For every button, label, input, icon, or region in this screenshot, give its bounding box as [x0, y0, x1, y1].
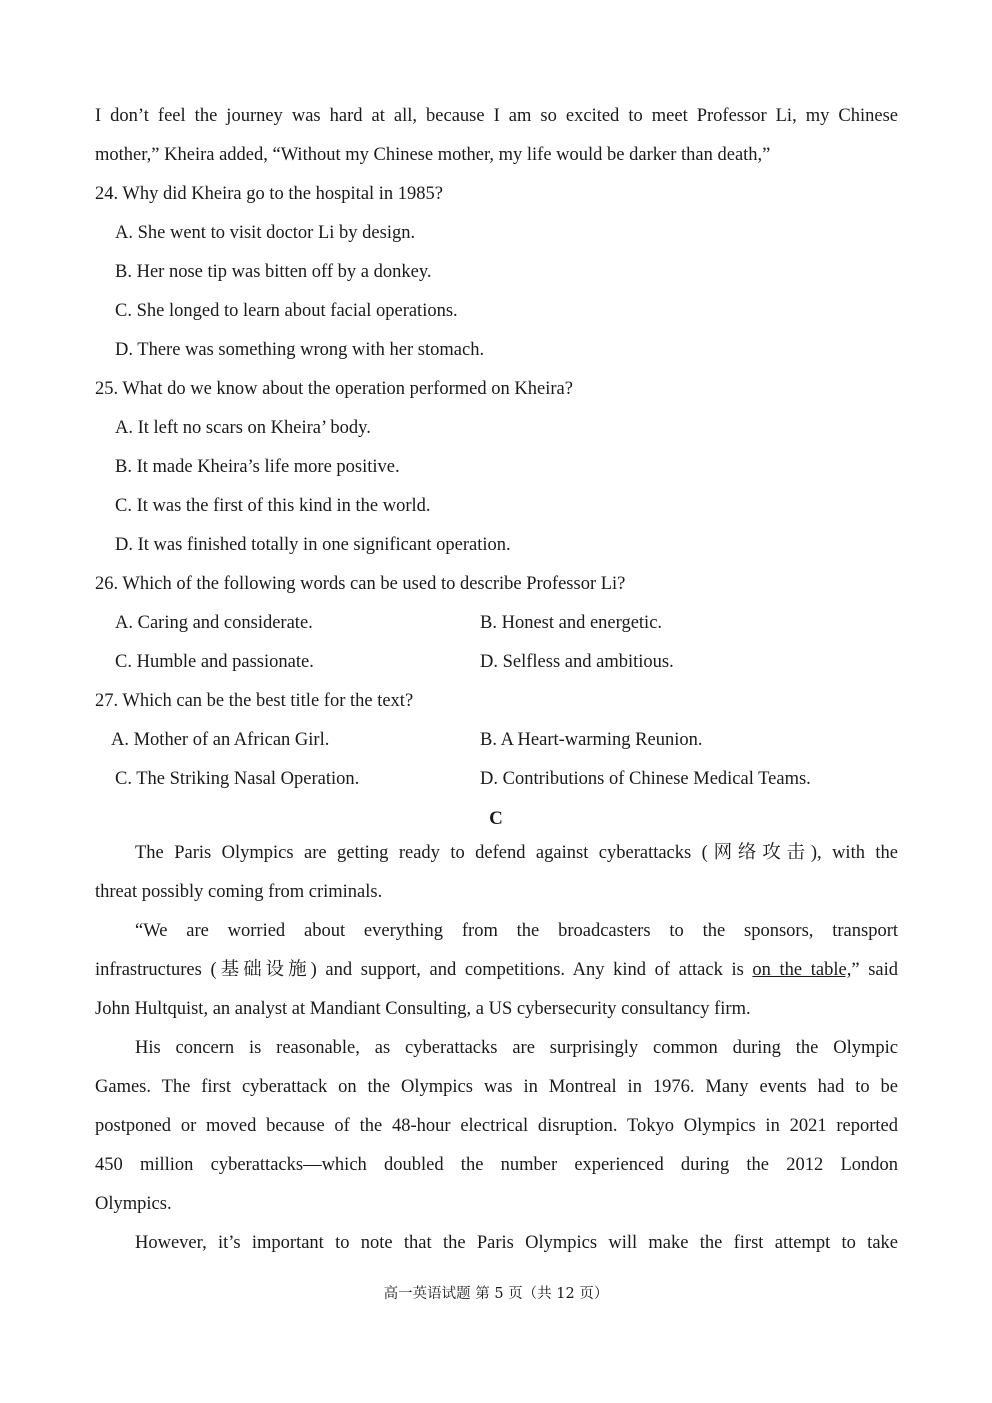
- option-25-a: A. It left no scars on Kheira’ body.: [115, 418, 371, 438]
- option-27-c: C. The Striking Nasal Operation.: [115, 769, 360, 789]
- option-24-c: C. She longed to learn about facial operations.: [115, 301, 458, 321]
- option-24-b: B. Her nose tip was bitten off by a donkey.: [115, 262, 432, 282]
- paragraph-line: The Paris Olympics are getting ready to defend against cyberattacks (网络攻击), with the: [135, 843, 898, 863]
- option-26-d: D. Selfless and ambitious.: [480, 652, 674, 672]
- option-27-d: D. Contributions of Chinese Medical Teams.: [480, 769, 811, 789]
- passage-line: mother,” Kheira added, “Without my Chinese mother, my life would be darker than death,”: [95, 145, 771, 165]
- paragraph-line: 450 million cyberattacks—which doubled the number experienced during the 2012 London: [95, 1155, 898, 1175]
- option-25-d: D. It was finished totally in one significant operation.: [115, 535, 511, 555]
- option-26-b: B. Honest and energetic.: [480, 613, 663, 633]
- question-stem-25: 25. What do we know about the operation performed on Kheira?: [95, 379, 573, 399]
- question-stem-24: 24. Why did Kheira go to the hospital in 1985?: [95, 184, 444, 204]
- paragraph-line: threat possibly coming from criminals.: [95, 882, 383, 902]
- paragraph-line: John Hultquist, an analyst at Mandiant Consulting, a US cybersecurity consultancy firm.: [95, 999, 751, 1019]
- option-27-a: A. Mother of an African Girl.: [111, 730, 330, 750]
- text-segment: infrastructures (基础设施) and support, and competitions. Any kind of attack is: [95, 960, 753, 980]
- option-26-a: A. Caring and considerate.: [115, 613, 313, 633]
- question-stem-26: 26. Which of the following words can be used to describe Professor Li?: [95, 574, 626, 594]
- text-segment: ” said: [851, 960, 898, 980]
- option-25-c: C. It was the first of this kind in the world.: [115, 496, 431, 516]
- underlined-phrase: on the table,: [752, 960, 852, 980]
- option-25-b: B. It made Kheira’s life more positive.: [115, 457, 400, 477]
- section-heading: C: [489, 808, 503, 829]
- paragraph-line: Olympics.: [95, 1194, 172, 1214]
- paragraph-line: [95, 958, 898, 982]
- option-26-c: C. Humble and passionate.: [115, 652, 314, 672]
- paragraph-line: “We are worried about everything from the broadcasters to the sponsors, transport: [135, 921, 898, 941]
- paragraph-line: However, it’s important to note that the Paris Olympics will make the first attempt to take: [135, 1233, 898, 1253]
- paragraph-line: His concern is reasonable, as cyberattacks are surprisingly common during the Olympic: [135, 1038, 898, 1058]
- paragraph-line: Games. The first cyberattack on the Olympics was in Montreal in 1976. Many events had to be: [95, 1077, 898, 1097]
- passage-line: I don’t feel the journey was hard at all, because I am so excited to meet Professor Li, my Chinese: [95, 106, 898, 126]
- option-24-d: D. There was something wrong with her stomach.: [115, 340, 485, 360]
- paragraph-line: postponed or moved because of the 48-hour electrical disruption. Tokyo Olympics in 2021 reported: [95, 1116, 898, 1136]
- option-27-b: B. A Heart-warming Reunion.: [480, 730, 703, 750]
- page-footer: 高一英语试题 第 5 页（共 12 页）: [383, 1286, 609, 1302]
- option-24-a: A. She went to visit doctor Li by design.: [115, 223, 416, 243]
- question-stem-27: 27. Which can be the best title for the text?: [95, 691, 414, 711]
